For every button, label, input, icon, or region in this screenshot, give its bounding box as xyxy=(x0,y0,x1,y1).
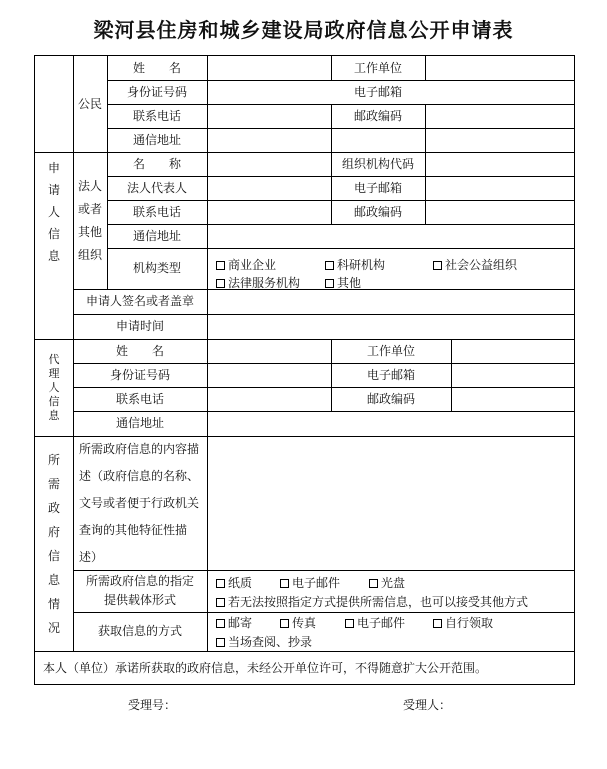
carrier-label: 所需政府信息的指定提供载体形式 xyxy=(85,574,194,607)
email-label: 电子邮箱 xyxy=(353,84,402,99)
agent-id-number-label: 身份证号码 xyxy=(109,367,170,382)
postcode-label: 邮政编码 xyxy=(353,108,402,123)
org-code-label: 组织机构代码 xyxy=(341,156,414,171)
checkbox-icon xyxy=(216,279,225,288)
apply-time-label: 申请时间 xyxy=(115,319,164,333)
org-type-legal-service[interactable]: 法律服务机构 xyxy=(216,274,300,291)
pledge-statement: 本人（单位）承诺所获取的政府信息，未经公开单位许可，不得随意扩大公开范围。 xyxy=(43,660,488,675)
info-description-label: 所需政府信息的内容描述（政府信息的名称、文号或者便于行政机关查询的其他特征性描述） xyxy=(79,442,200,564)
name-field[interactable] xyxy=(208,57,330,79)
org-type-public-welfare[interactable]: 社会公益组织 xyxy=(433,256,517,273)
checkbox-icon xyxy=(216,598,225,607)
work-unit-label: 工作单位 xyxy=(353,60,402,75)
org-name-label: 名 称 xyxy=(132,156,181,171)
org-type-research[interactable]: 科研机构 xyxy=(325,256,385,273)
carrier-accept-other[interactable]: 若无法按照指定方式提供所需信息，也可以接受其他方式 xyxy=(216,593,528,610)
method-label: 获取信息的方式 xyxy=(97,624,182,638)
info-description-field[interactable] xyxy=(208,437,574,569)
form-title: 梁河县住房和城乡建设局政府信息公开申请表 xyxy=(93,18,514,42)
org-group-label: 法人 或者 其他 组织 xyxy=(77,178,102,262)
checkbox-icon xyxy=(345,619,354,628)
phone-label: 联系电话 xyxy=(132,108,181,123)
org-postcode-label: 邮政编码 xyxy=(353,204,402,219)
org-address-label: 通信地址 xyxy=(132,228,181,243)
checkbox-icon xyxy=(216,579,225,588)
checkbox-icon xyxy=(325,261,334,270)
application-form xyxy=(34,55,575,685)
checkbox-icon xyxy=(216,619,225,628)
legal-rep-label: 法人代表人 xyxy=(126,180,187,195)
checkbox-icon xyxy=(216,638,225,647)
carrier-disc[interactable]: 光盘 xyxy=(369,574,405,591)
checkbox-icon xyxy=(325,279,334,288)
checkbox-icon xyxy=(280,619,289,628)
citizen-group-label: 公民 xyxy=(77,96,102,111)
address-label: 通信地址 xyxy=(132,132,181,147)
method-mail[interactable]: 邮寄 xyxy=(216,614,252,631)
org-type-other[interactable]: 其他 xyxy=(325,274,361,291)
method-fax[interactable]: 传真 xyxy=(280,614,316,631)
method-email[interactable]: 电子邮件 xyxy=(345,614,405,631)
checkbox-icon xyxy=(433,261,442,270)
agent-phone-label: 联系电话 xyxy=(115,391,164,406)
agent-email-label: 电子邮箱 xyxy=(366,367,415,382)
carrier-email[interactable]: 电子邮件 xyxy=(280,574,340,591)
method-onsite-review[interactable]: 当场查阅、抄录 xyxy=(216,633,312,650)
agent-name-label: 姓 名 xyxy=(115,343,164,358)
name-label: 姓 名 xyxy=(132,60,181,75)
id-number-label: 身份证号码 xyxy=(126,84,187,99)
info-section-label: 所需政府信息情况 xyxy=(47,452,60,635)
apply-time-field[interactable] xyxy=(208,315,574,338)
org-type-commercial[interactable]: 商业企业 xyxy=(216,256,276,273)
applicant-section-label: 申请人信息 xyxy=(47,161,60,263)
receipt-number-label: 受理号： xyxy=(128,698,177,712)
checkbox-icon xyxy=(280,579,289,588)
handler-label: 受理人： xyxy=(403,698,452,712)
agent-work-unit-label: 工作单位 xyxy=(366,343,415,358)
checkbox-icon xyxy=(433,619,442,628)
agent-postcode-label: 邮政编码 xyxy=(366,391,415,406)
org-email-label: 电子邮箱 xyxy=(353,180,402,195)
work-unit-field[interactable] xyxy=(426,57,574,79)
checkbox-icon xyxy=(369,579,378,588)
agent-section-label: 代理人信息 xyxy=(48,352,60,422)
signature-field[interactable] xyxy=(208,290,574,313)
signature-label: 申请人签名或者盖章 xyxy=(85,294,194,308)
org-phone-label: 联系电话 xyxy=(132,204,181,219)
carrier-paper[interactable]: 纸质 xyxy=(216,574,252,591)
method-self-pickup[interactable]: 自行领取 xyxy=(433,614,493,631)
checkbox-icon xyxy=(216,261,225,270)
agent-address-label: 通信地址 xyxy=(115,416,164,430)
org-type-label: 机构类型 xyxy=(132,261,181,275)
